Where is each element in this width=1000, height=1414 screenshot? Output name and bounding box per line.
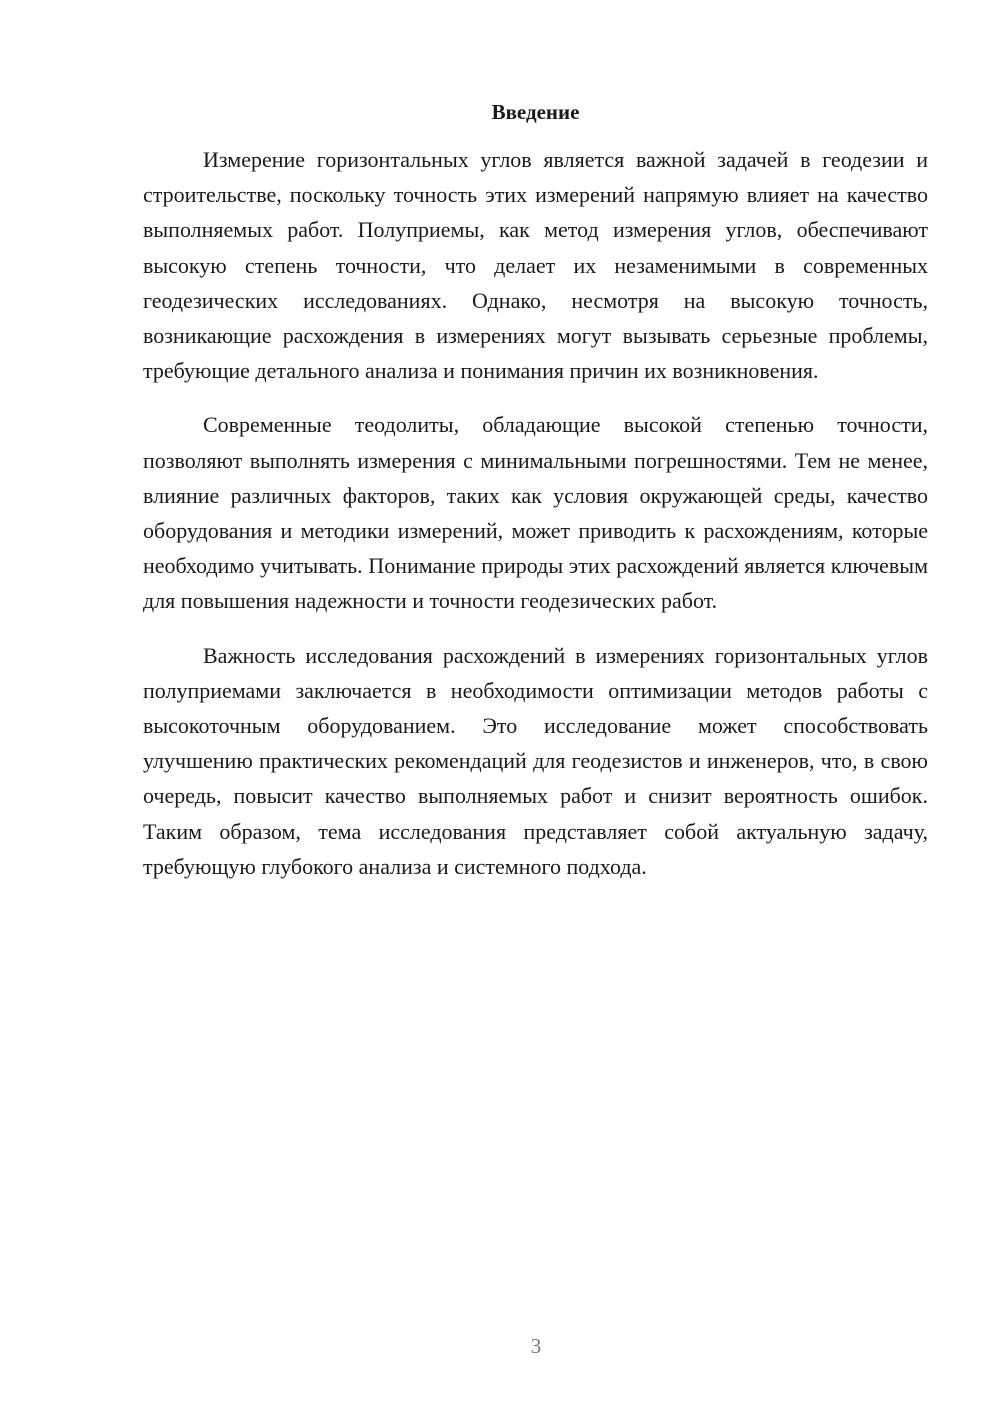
body-text bbox=[143, 142, 928, 903]
paragraph-1: Измерение горизонтальных углов является важной задачей в геодезии и строительстве, поскольку точность этих измерений напрямую влияет на качество выполняемых работ. Полуприемы, как метод измерения углов, обеспечивают высокую степень точности, что делает их незаменимыми в современных геодезических исследованиях. Однако, несмотря на высокую точность, возникающие расхождения в измерениях могут вызывать серьезные проблемы, требующие детального анализа и понимания причин их возникновения. bbox=[143, 147, 928, 384]
page-number: 3 bbox=[530, 1334, 542, 1358]
paragraph-3: Важность исследования расхождений в измерениях горизонтальных углов полуприемами заключается в необходимости оптимизации методов работы с высокоточным оборудованием. Это исследование может способствовать улучшению практических рекомендаций для геодезистов и инженеров, что, в свою очередь, повысит качество выполняемых работ и снизит вероятность ошибок. Таким образом, тема исследования представляет собой актуальную задачу, требующую глубокого анализа и системного подхода. bbox=[143, 642, 928, 879]
section-heading: Введение bbox=[491, 100, 580, 124]
paragraph-2: Современные теодолиты, обладающие высокой степенью точности, позволяют выполнять измерения с минимальными погрешностями. Тем не менее, влияние различных факторов, таких как условия окружающей среды, качество оборудования и методики измерений, может приводить к расхождениям, которые необходимо учитывать. Понимание природы этих расхождений является ключевым для повышения надежности и точности геодезических работ. bbox=[143, 412, 928, 614]
